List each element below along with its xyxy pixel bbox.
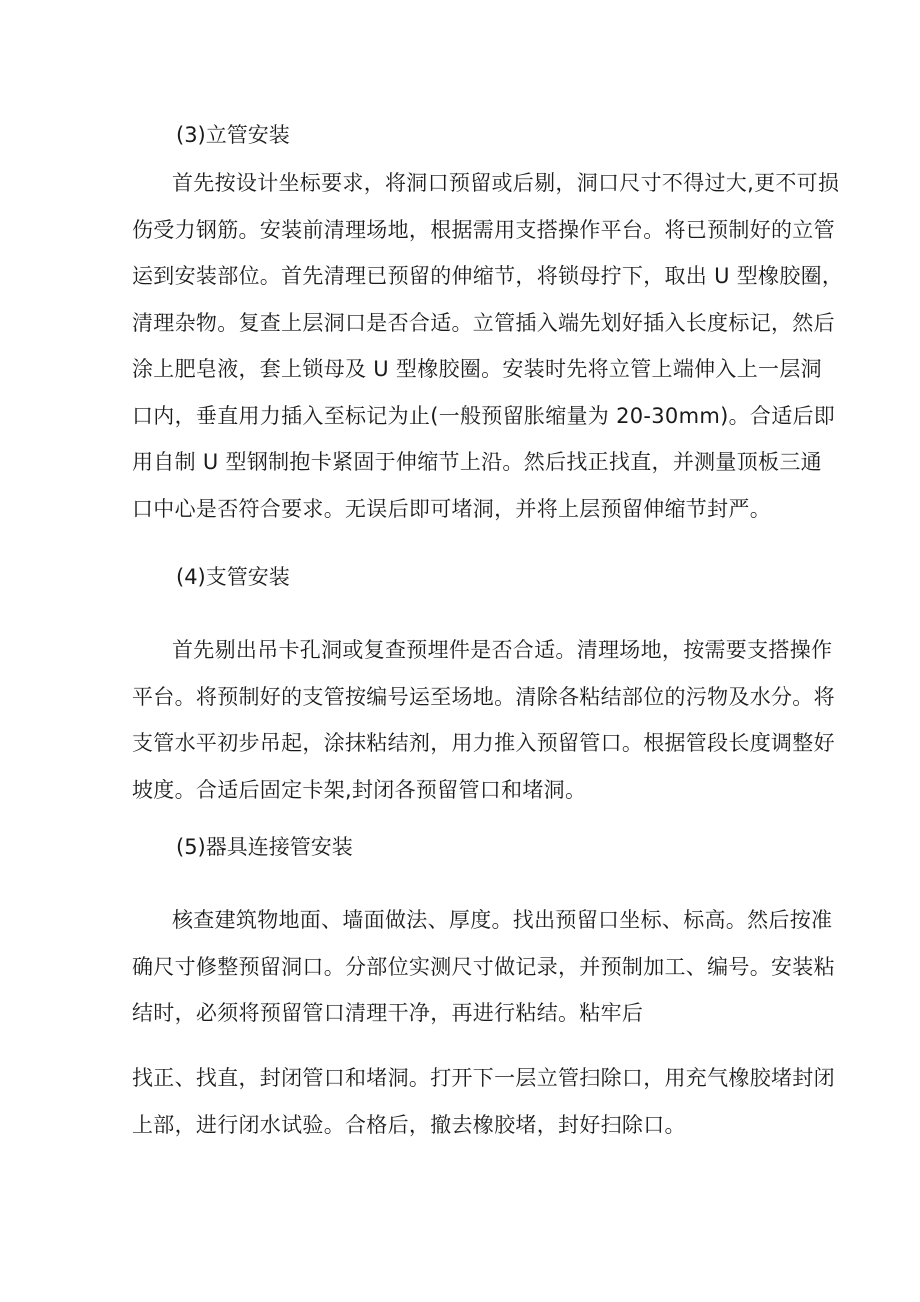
paragraph	[132, 627, 835, 813]
section-heading: (5)器具连接管安装	[176, 835, 353, 859]
paragraph-line: 伤受力钢筋。安装前清理场地，根据需用支搭操作平台。将已预制好的立管	[132, 217, 835, 242]
section-heading: (3)立管安装	[176, 123, 290, 147]
paragraph-line: 口中心是否符合要求。无误后即可堵洞，并将上层预留伸缩节封严。	[132, 496, 771, 521]
paragraph	[132, 160, 844, 532]
paragraph-line: 涂上肥皂液，套上锁母及 U 型橡胶圈。安装时先将立管上端伸入上一层洞	[132, 357, 822, 381]
paragraph-line: 清理杂物。复查上层洞口是否合适。立管插入端先划好插入长度标记，然后	[132, 310, 835, 335]
section-heading: (4)支管安装	[176, 565, 290, 589]
paragraph	[132, 1055, 835, 1148]
paragraph-line: 运到安装部位。首先清理已预留的伸缩节，将锁母拧下，取出 U 型橡胶圈，	[132, 264, 844, 288]
paragraph-line: 口内，垂直用力插入至标记为止(一般预留胀缩量为 20-30mm)。合适后即	[132, 403, 836, 428]
paragraph-line: 结时，必须将预留管口清理干净，再进行粘结。粘牢后	[132, 1001, 644, 1025]
paragraph-line: 确尺寸修整预留洞口。分部位实测尺寸做记录，并预制加工、编号。安装粘	[132, 954, 835, 979]
paragraph-line: 支管水平初步吊起，涂抹粘结剂，用力推入预留管口。根据管段长度调整好	[132, 731, 835, 755]
paragraph-line: 平台。将预制好的支管按编号运至场地。清除各粘结部位的污物及水分。将	[132, 684, 835, 709]
paragraph-line: 首先按设计坐标要求，将洞口预留或后剔，洞口尺寸不得过大,更不可损	[172, 171, 840, 195]
paragraph-line: 坡度。合适后固定卡架,封闭各预留管口和堵洞。	[132, 777, 587, 802]
paragraph-line: 核查建筑物地面、墙面做法、厚度。找出预留口坐标、标高。然后按准	[172, 908, 833, 932]
paragraph-line: 首先剔出吊卡孔洞或复查预埋件是否合适。清理场地，按需要支搭操作	[172, 638, 833, 662]
paragraph	[132, 897, 835, 1037]
paragraph-line: 用自制 U 型钢制抱卡紧固于伸缩节上沿。然后找正找直，并测量顶板三通	[132, 450, 822, 474]
paragraph-line: 上部，进行闭水试验。合格后，撤去橡胶堵，封好扫除口。	[132, 1112, 686, 1137]
paragraph-line: 找正、找直，封闭管口和堵洞。打开下一层立管扫除口，用充气橡胶堵封闭	[132, 1066, 835, 1090]
